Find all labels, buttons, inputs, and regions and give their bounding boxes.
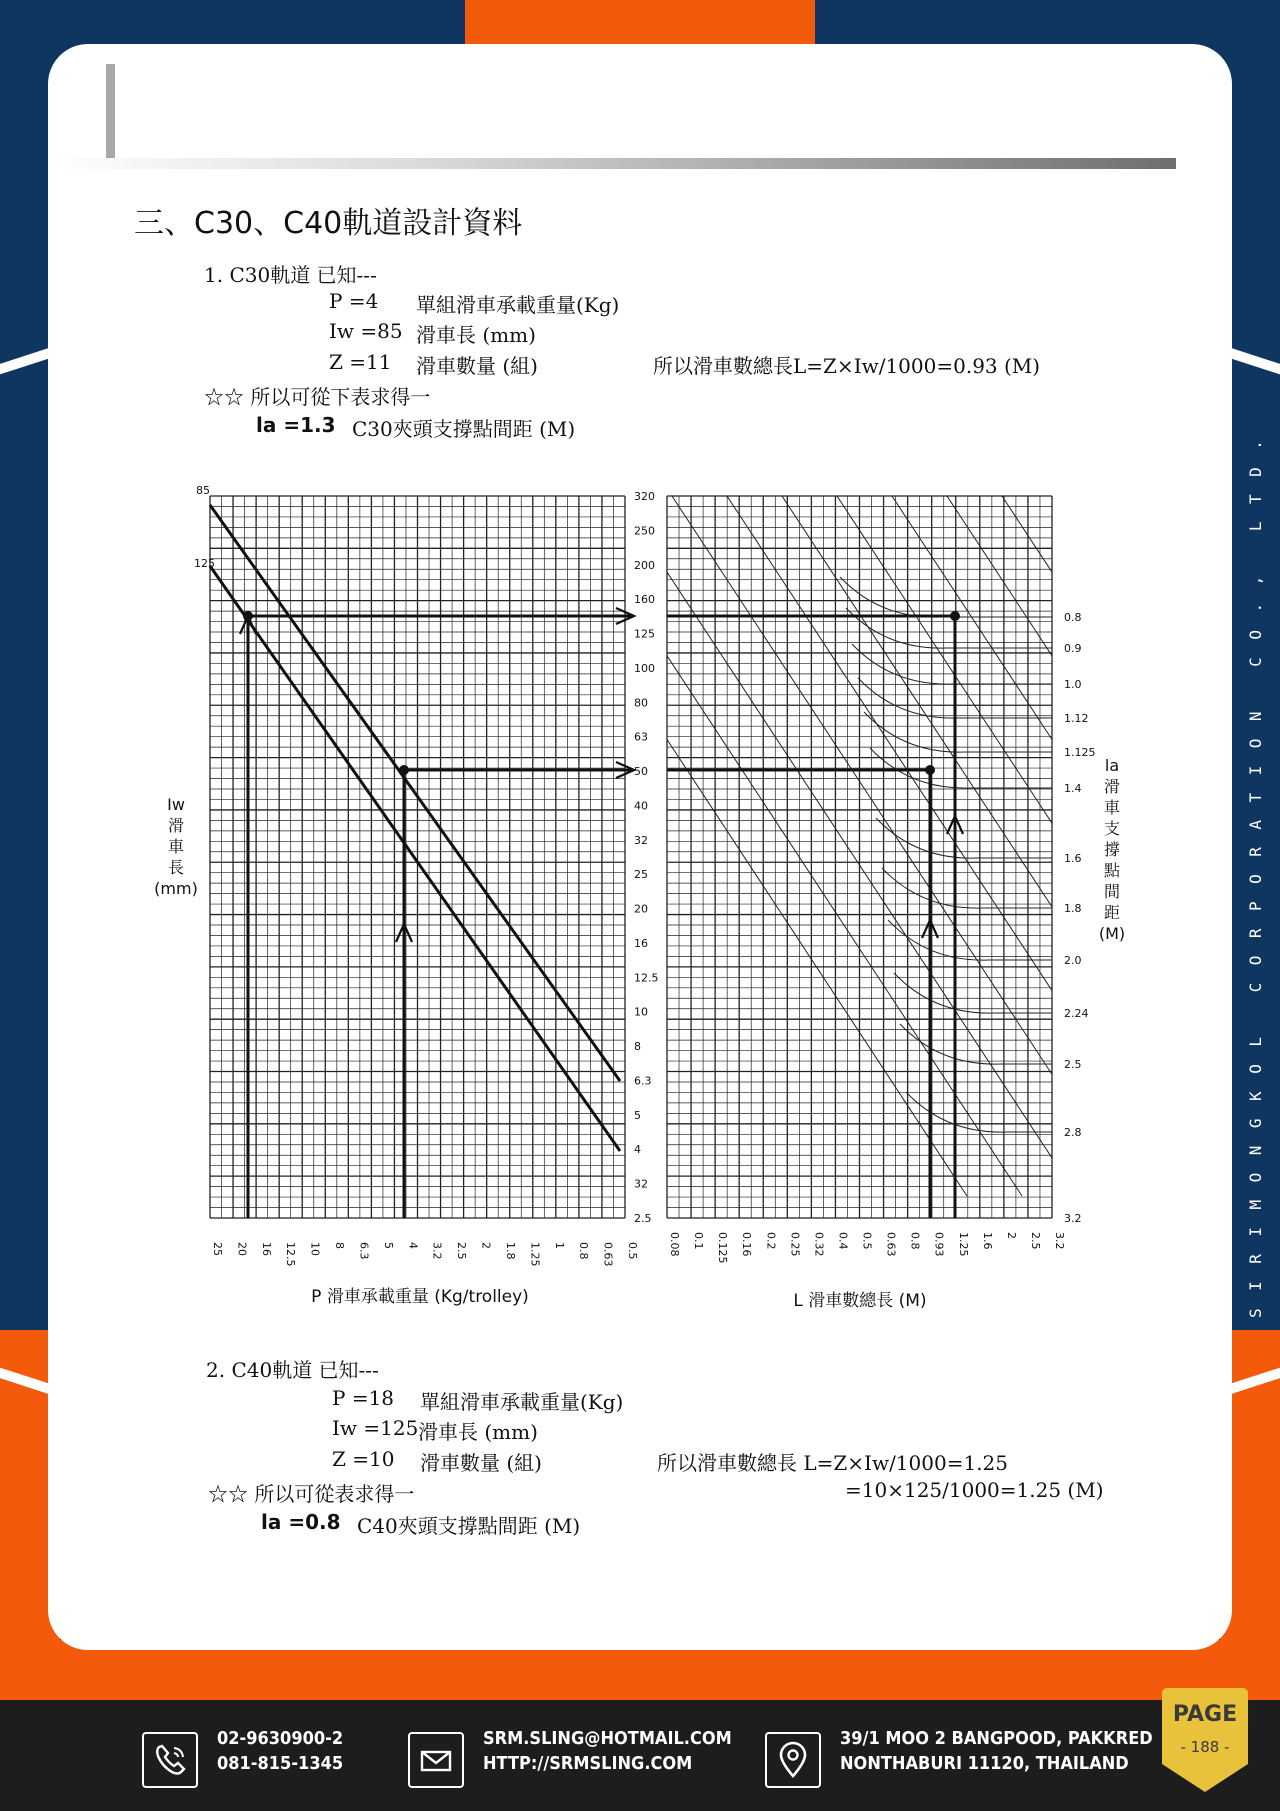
left-x-tick: 25 — [211, 1242, 224, 1256]
footer-phones — [217, 1726, 343, 1776]
right-x-tick: 1.25 — [956, 1232, 970, 1257]
la-tick: 0.9 — [1064, 642, 1082, 655]
footer-contact — [483, 1726, 732, 1776]
left-ylabel-line: Iw — [167, 795, 185, 814]
footer-phone-2[interactable]: 081-815-1345 — [217, 1753, 344, 1774]
right-x-tick: 0.8 — [908, 1232, 922, 1250]
footer-address-2: NONTHABURI 11120, THAILAND — [840, 1753, 1129, 1774]
part1-la-desc: C30夾頭支撐點間距 (M) — [352, 417, 576, 441]
part2-iw-desc: 滑車長 (mm) — [418, 1420, 538, 1444]
left-ylabel-line: 車 — [167, 837, 185, 856]
la-tick: 1.12 — [1064, 712, 1089, 725]
path-point — [925, 765, 935, 775]
middle-scale-tick: 2.5 — [634, 1212, 652, 1225]
left-x-tick: 3.2 — [430, 1242, 444, 1260]
middle-scale-tick: 4 — [634, 1143, 641, 1157]
middle-scale-tick: 80 — [634, 696, 648, 710]
part1-p-desc: 單組滑車承載重量(Kg) — [416, 293, 620, 317]
diagonal-line — [1057, 496, 1280, 1196]
right-ylabel-line: la — [1104, 756, 1120, 775]
part1-p-label: P =4 — [329, 289, 379, 313]
middle-scale-tick: 250 — [634, 524, 655, 538]
la-curve — [900, 1024, 1052, 1064]
right-x-tick: 0.63 — [884, 1232, 898, 1257]
la-tick: 2.24 — [1064, 1007, 1089, 1020]
left-x-tick: 0.8 — [577, 1242, 591, 1260]
right-x-tick: 0.5 — [860, 1232, 874, 1250]
part2-iw-label: Iw =125 — [332, 1416, 419, 1440]
middle-scale-tick: 320 — [634, 490, 655, 503]
middle-scale-tick: 20 — [634, 902, 648, 916]
left-x-tick: 0.5 — [626, 1242, 639, 1260]
right-x-tick: 0.125 — [716, 1232, 730, 1264]
right-ylabel-line: 撐 — [1103, 840, 1121, 859]
part1-conclusion: ☆☆ 所以可從下表求得一 — [204, 385, 431, 409]
part2-conclusion: ☆☆ 所以可從表求得一 — [208, 1482, 415, 1506]
middle-scale-tick: 200 — [634, 558, 655, 572]
left-x-tick: 16 — [259, 1242, 273, 1256]
middle-scale-tick: 32 — [634, 1177, 648, 1191]
la-tick: 2.5 — [1064, 1058, 1082, 1071]
left-x-tick: 1.25 — [528, 1242, 542, 1267]
la-curve — [852, 644, 1052, 684]
part2-formula2: =10×125/1000=1.25 (M) — [845, 1478, 1104, 1502]
left-x-tick: 2.5 — [455, 1242, 469, 1260]
footer-email[interactable]: SRM.SLING@HOTMAIL.COM — [483, 1728, 732, 1749]
left-ylabel-line: (mm) — [154, 879, 198, 898]
middle-scale-tick: 63 — [634, 730, 648, 744]
right-ylabel-line: 點 — [1103, 861, 1121, 880]
part2-la-label: la =0.8 — [261, 1510, 341, 1534]
diagonal-line — [1167, 496, 1280, 1196]
left-ylabel-line: 滑 — [167, 816, 185, 835]
right-x-tick: 2.5 — [1028, 1232, 1042, 1250]
iw-125-label: 125 — [194, 557, 215, 570]
left-ylabel-line: 長 — [167, 858, 185, 877]
middle-scale-tick: 5 — [634, 1108, 641, 1122]
left-x-tick: 4 — [406, 1242, 420, 1249]
la-tick: 1.125 — [1064, 746, 1096, 759]
part2-p-label: P =18 — [332, 1386, 395, 1410]
path-point — [399, 765, 409, 775]
la-curve — [846, 608, 1052, 648]
right-x-tick: 0.1 — [692, 1232, 706, 1250]
part2-formula: 所以滑車數總長 L=Z×Iw/1000=1.25 — [657, 1451, 1008, 1475]
left-x-tick: 1 — [552, 1242, 566, 1249]
middle-scale-tick: 100 — [634, 661, 655, 675]
right-ylabel-line: 車 — [1103, 798, 1121, 817]
middle-scale-tick: 12.5 — [634, 971, 659, 985]
sidebar-company-name: SIRIMONGKOL CORPORATION CO., LTD. — [1246, 422, 1265, 1318]
part1-iw-label: Iw =85 — [329, 319, 403, 343]
right-x-tick: 0.16 — [740, 1232, 754, 1257]
left-x-tick: 12.5 — [284, 1242, 298, 1267]
right-ylabel-line: (M) — [1098, 924, 1126, 943]
left-panel-grid — [210, 496, 625, 1218]
path-point — [243, 611, 253, 621]
right-x-tick: 0.2 — [764, 1232, 778, 1250]
right-ylabel-line: 滑 — [1103, 777, 1121, 796]
left-x-tick: 10 — [308, 1242, 322, 1256]
iw-lines — [210, 505, 620, 1151]
part1-heading: 1. C30軌道 已知--- — [204, 263, 377, 287]
part1-la-label: la =1.3 — [256, 413, 336, 437]
page-number: - 188 - — [1180, 1738, 1230, 1756]
left-x-tick: 1.8 — [503, 1242, 517, 1260]
la-tick: 1.0 — [1064, 678, 1082, 691]
middle-scale-tick: 40 — [634, 799, 648, 813]
la-curve — [906, 1092, 1052, 1132]
mail-icon — [408, 1732, 464, 1788]
location-pin-icon — [765, 1732, 821, 1788]
iw-85-line — [210, 505, 620, 1081]
right-ylabel-line: 間 — [1103, 882, 1121, 901]
middle-scale-tick: 125 — [634, 627, 655, 641]
middle-scale-tick: 6.3 — [634, 1074, 652, 1088]
part2-z-desc: 滑車數量 (組) — [420, 1451, 542, 1475]
middle-scale-tick: 32 — [634, 833, 648, 847]
la-tick: 2.8 — [1064, 1126, 1082, 1139]
part1-z-label: Z =11 — [329, 350, 392, 374]
right-ylabel-line: 距 — [1103, 903, 1121, 922]
left-x-tick: 5 — [381, 1242, 395, 1249]
la-tick: 1.4 — [1064, 782, 1082, 795]
right-x-tick: 0.08 — [668, 1232, 681, 1257]
la-tick: 3.2 — [1064, 1212, 1082, 1225]
part2-heading: 2. C40軌道 已知--- — [206, 1358, 379, 1382]
iw-85-label: 85 — [196, 484, 210, 497]
left-x-tick: 0.63 — [601, 1242, 615, 1267]
left-x-tick: 8 — [333, 1242, 347, 1249]
iw-125-line — [210, 566, 620, 1151]
la-tick: 1.6 — [1064, 852, 1082, 865]
middle-scale-tick: 25 — [634, 868, 648, 882]
left-x-tick: 20 — [235, 1242, 249, 1256]
la-tick: 2.0 — [1064, 954, 1082, 967]
diagonal-line — [1112, 496, 1280, 1196]
phone-icon — [142, 1732, 198, 1788]
path-right-to-la-2 — [667, 770, 930, 1218]
footer-phone-1[interactable]: 02-9630900-2 — [217, 1728, 344, 1749]
left-xlabel: P 滑車承載重量 (Kg/trolley) — [311, 1287, 529, 1307]
footer-address — [840, 1726, 1153, 1776]
diagonal-line — [1222, 496, 1280, 1196]
right-x-tick: 0.32 — [812, 1232, 826, 1257]
right-x-tick: 2 — [1004, 1232, 1018, 1239]
la-tick: 0.8 — [1064, 611, 1082, 624]
part1-formula: 所以滑車數總長L=Z×Iw/1000=0.93 (M) — [653, 354, 1041, 378]
right-x-tick: 0.4 — [836, 1232, 850, 1250]
middle-scale-tick: 10 — [634, 1005, 648, 1019]
right-x-tick: 0.25 — [788, 1232, 802, 1257]
right-xlabel: L 滑車數總長 (M) — [793, 1291, 927, 1311]
middle-scale-tick: 160 — [634, 593, 655, 607]
part1-z-desc: 滑車數量 (組) — [416, 354, 538, 378]
middle-scale-tick: 16 — [634, 936, 648, 950]
path-point — [950, 611, 960, 621]
left-x-tick: 6.3 — [357, 1242, 371, 1260]
section-title: 三、C30、C40軌道設計資料 — [134, 206, 523, 241]
right-x-tick: 1.6 — [980, 1232, 994, 1250]
part2-z-label: Z =10 — [332, 1447, 395, 1471]
page-label: PAGE — [1172, 1702, 1238, 1727]
footer-website[interactable]: HTTP://SRMSLING.COM — [483, 1753, 693, 1774]
footer-address-1: 39/1 MOO 2 BANGPOOD, PAKKRED — [840, 1728, 1153, 1749]
part2-la-desc: C40夾頭支撐點間距 (M) — [357, 1514, 581, 1538]
middle-scale-tick: 50 — [634, 765, 648, 779]
part2-p-desc: 單組滑車承載重量(Kg) — [420, 1390, 624, 1414]
right-x-tick: 3.2 — [1053, 1232, 1066, 1250]
right-panel-grid — [667, 496, 1052, 1218]
right-x-tick: 0.93 — [932, 1232, 946, 1257]
la-tick: 1.8 — [1064, 902, 1082, 915]
middle-scale-tick: 8 — [634, 1040, 641, 1054]
right-ylabel-line: 支 — [1103, 819, 1121, 838]
part1-iw-desc: 滑車長 (mm) — [416, 323, 536, 347]
left-x-tick: 2 — [479, 1242, 493, 1249]
